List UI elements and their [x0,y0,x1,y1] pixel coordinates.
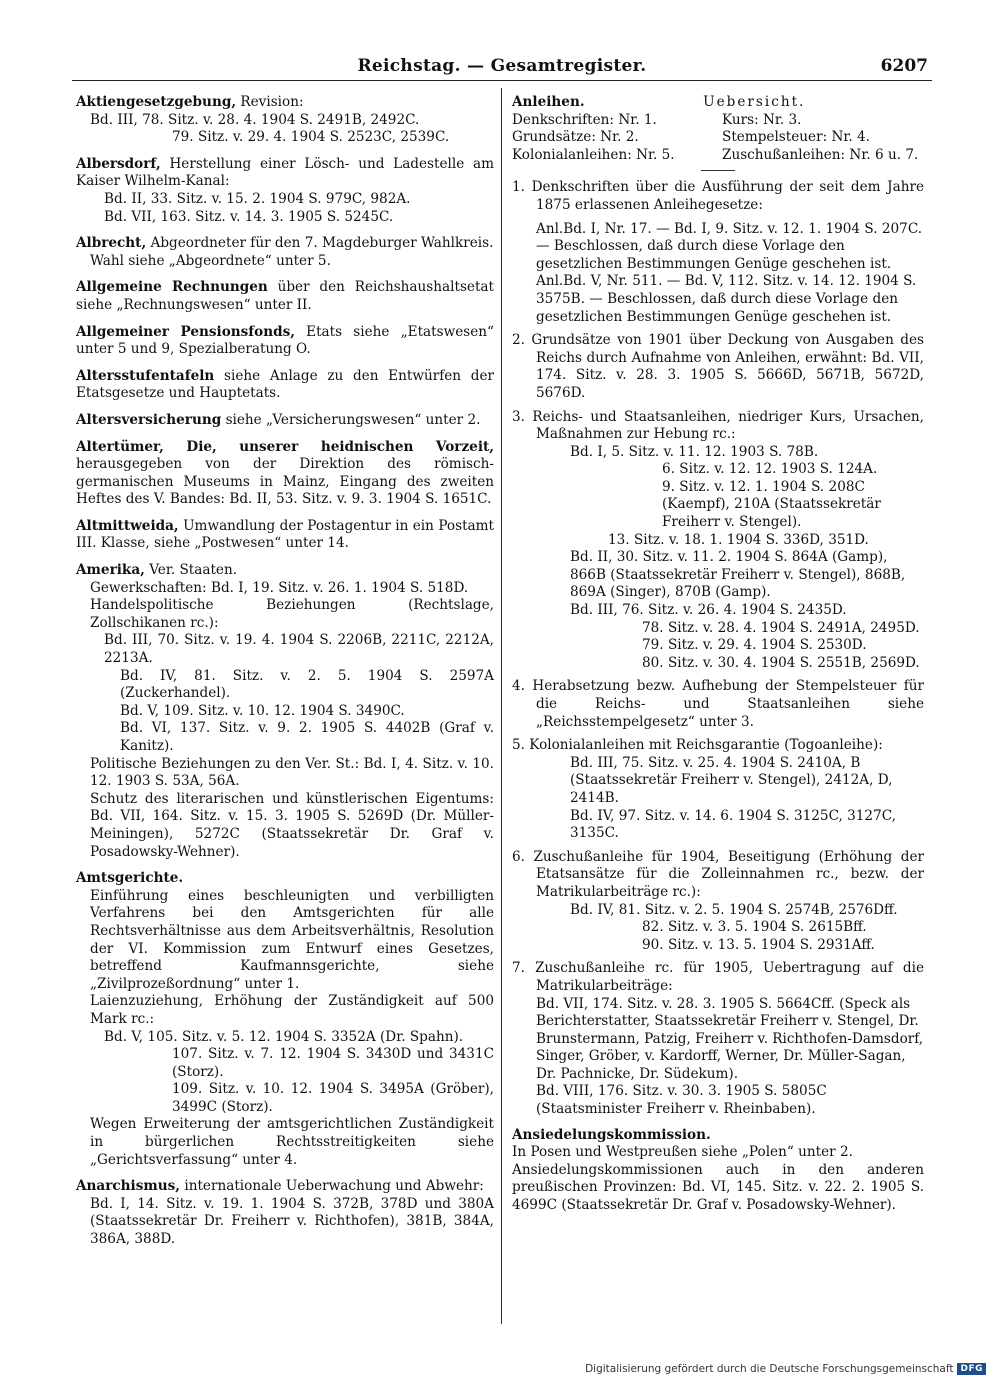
entry-text: herausgegeben von der Direktion des römisch-germanischen Museums in Mainz, Eingang des zweiten Heftes des V. Bandes: Bd. II, 53. Sitz. v. 9. 3. 1904 S. 1651C. [76,456,494,508]
entry-reference: Handelspolitische Beziehungen (Rechtslage, Zollschikanen rc.): [90,597,494,631]
running-title: Reichstag. — Gesamtregister. [357,56,647,76]
overview-item: Stempelsteuer: Nr. 4. [722,129,870,146]
entry-text: Abgeordneter für den 7. Magdeburger Wahlkreis. [150,235,494,252]
dfg-logo: DFG [957,1363,986,1375]
numbered-item: 7. Zuschußanleihe rc. für 1905, Uebertragung auf die Matrikularbeiträge: [512,960,924,994]
entry-reference: Bd. III, 76. Sitz. v. 26. 4. 1904 S. 2435D. [570,602,847,619]
entry-reference: Bd. VII, 163. Sitz. v. 14. 3. 1905 S. 5245C. [104,208,394,225]
entry-reference: 13. Sitz. v. 18. 1. 1904 S. 336D, 351D. [608,531,869,548]
entry-reference: Wahl siehe „Abgeordnete“ unter 5. [90,252,331,269]
entry-heading-row [512,94,924,112]
page-header [72,56,932,81]
entry-reference: 78. Sitz. v. 28. 4. 1904 S. 2491A, 2495D. [642,619,920,636]
index-entry [76,324,494,359]
entry-reference: Bd. II, 30. Sitz. v. 11. 2. 1904 S. 864A (Gamp), 866B (Staatssekretär Freiherr v. Stengel), 868B, 869A (Singer), 870B (Gamp). [570,549,906,601]
right-column [512,94,924,1224]
entry-heading: Allgemeiner Pensionsfonds, [76,323,295,340]
entry-reference: Bd. I, 14. Sitz. v. 19. 1. 1904 S. 372B, 378D und 380A (Staatssekretär Dr. Freiherr v. Richthofen), 381B, 384A, 386A, 388D. [90,1195,494,1248]
entry-reference: 82. Sitz. v. 3. 5. 1904 S. 2615Bff. [642,919,867,936]
entry-heading: Albrecht, [76,235,147,252]
index-entry [76,279,494,314]
entry-text: Herstellung einer Lösch- und Ladestelle am Kaiser Wilhelm-Kanal: [76,155,494,190]
left-column [76,94,494,1258]
overview-label: Uebersicht. [703,94,806,110]
entry-reference: Bd. IV, 81. Sitz. v. 2. 5. 1904 S. 2597A (Zuckerhandel). [120,667,494,702]
entry-reference: Bd. III, 70. Sitz. v. 19. 4. 1904 S. 2206B, 2211C, 2212A, 2213A. [104,632,494,667]
index-entry [76,156,494,226]
entry-reference: 79. Sitz. v. 29. 4. 1904 S. 2523C, 2539C. [172,129,450,146]
overview-item: Kolonialanleihen: Nr. 5. [512,146,675,163]
entry-reference: Bd. III, 75. Sitz. v. 25. 4. 1904 S. 2410A, B (Staatssekretär Freiherr v. Stengel), 2412A, D, 2414B. [570,754,893,806]
index-entry [76,518,494,553]
entry-reference: Bd. V, 105. Sitz. v. 5. 12. 1904 S. 3352A (Dr. Spahn). [104,1028,464,1045]
index-entry [76,412,494,430]
entry-text: Revision: [240,94,304,110]
entry-reference: Bd. I, 5. Sitz. v. 11. 12. 1903 S. 78B. [570,443,819,460]
entry-reference: Bd. VIII, 176. Sitz. v. 30. 3. 1905 S. 5805C (Staatsminister Freiherr v. Rheinbaben). [536,1083,827,1118]
entry-heading: Albersdorf, [76,155,161,172]
entry-reference: Bd. V, 109. Sitz. v. 10. 12. 1904 S. 3490C. [120,702,405,719]
entry-reference: 80. Sitz. v. 30. 4. 1904 S. 2551B, 2569D. [642,654,920,671]
index-entry [76,562,494,861]
entry-heading: Anarchismus, [76,1178,181,1195]
entry-heading: Altersstufentafeln [76,367,215,384]
separator-rule [701,170,735,171]
entry-reference: Gewerkschaften: Bd. I, 19. Sitz. v. 26. 1. 1904 S. 518D. [90,579,469,596]
entry-text: Umwandlung der Postagentur in ein Postamt III. Klasse, siehe „Postwesen“ unter 14. [76,517,494,552]
entry-reference: Ansiedelungskommissionen auch in den anderen preußischen Provinzen: Bd. VI, 145. Sitz. v. 22. 2. 1905 S. 4699C (Staatssekretär Dr. Graf v. Posadowsky-Wehner). [512,1161,924,1214]
entry-reference: Bd. II, 33. Sitz. v. 15. 2. 1904 S. 979C, 982A. [104,190,411,207]
entry-reference: 9. Sitz. v. 12. 1. 1904 S. 208C (Kaempf), 210A (Staatssekretär Freiherr v. Stengel). [662,478,881,531]
entry-reference: Einführung eines beschleunigten und verbilligten Verfahrens bei den Amtsgerichten für alle Rechtsverhältnisse aus dem Arbeitsverhältnis, Resolution der VI. Kommission zum Entwurf eines Gesetzes, betreffend Kaufmannsgerichte, siehe „Zivilprozeßordnung“ unter 1. [90,887,494,992]
numbered-item: 4. Herabsetzung bezw. Aufhebung der Stempelsteuer für die Reichs- und Staatsanleihen siehe „Reichsstempelgesetz“ unter 3. [512,678,924,730]
overview-item: Zuschußanleihen: Nr. 6 u. 7. [722,146,919,163]
index-entry [76,870,494,1169]
entry-heading: Allgemeine Rechnungen [76,279,268,296]
entry-heading: Ansiedelungskommission. [512,1126,711,1143]
overview-list [512,112,924,165]
entry-reference: Bd. VII, 174. Sitz. v. 28. 3. 1905 S. 5664Cff. (Speck als Berichterstatter, Staatssekretär Freiherr v. Stengel, Dr. Brunstermann, Patzig, Freiherr v. Richthofen-Damsdorf, Singer, Gröber, v. Kardorff, Werner, Dr. Müller-Sagan, Dr. Pachnicke, Dr. Südekum). [536,995,924,1082]
numbered-item: 5. Kolonialanleihen mit Reichsgarantie (Togoanleihe): [512,737,883,754]
index-entry [76,368,494,403]
overview-item: Denkschriften: Nr. 1. [512,111,657,128]
entry-heading: Amtsgerichte. [76,870,184,887]
entry-reference: Bd. IV, 81. Sitz. v. 2. 5. 1904 S. 2574B, 2576Dff. [570,901,898,918]
entry-text: internationale Ueberwachung und Abwehr: [184,1178,484,1195]
entry-reference: 79. Sitz. v. 29. 4. 1904 S. 2530D. [642,637,867,654]
digitization-footer [585,1363,986,1375]
entry-heading: Altmittweida, [76,517,179,534]
entry-reference: Anl.Bd. I, Nr. 17. — Bd. I, 9. Sitz. v. 12. 1. 1904 S. 207C. — Beschlossen, daß durch diese Vorlage den gesetzlichen Bestimmungen Genüge geschehen ist. [536,220,923,272]
footer-credit: Digitalisierung gefördert durch die Deutsche Forschungsgemeinschaft [585,1363,954,1375]
entry-text: Ver. Staaten. [149,562,238,579]
column-divider [501,88,502,1324]
entry-reference: 109. Sitz. v. 10. 12. 1904 S. 3495A (Gröber), 3499C (Storz). [172,1081,494,1115]
page-number: 6207 [880,56,928,76]
entry-reference: Anl.Bd. V, Nr. 511. — Bd. V, 112. Sitz. v. 14. 12. 1904 S. 3575B. — Beschlossen, daß durch diese Vorlage den gesetzlichen Bestimmungen Genüge geschehen ist. [536,273,917,325]
entry-reference: Politische Beziehungen zu den Ver. St.: Bd. I, 4. Sitz. v. 10. 12. 1903 S. 53A, 56A. [90,755,494,790]
entry-heading: Amerika, [76,562,145,579]
entry-reference: In Posen und Westpreußen siehe „Polen“ unter 2. [512,1144,853,1161]
entry-heading: Altertümer, Die, unserer heidnischen Vorzeit, [76,438,494,455]
numbered-item: 6. Zuschußanleihe für 1904, Beseitigung (Erhöhung der Etatsansätze für die Zolleinnahmen rc., bezw. der Matrikularbeiträge rc.): [512,848,924,900]
entry-heading: Anleihen. [512,94,585,110]
entry-reference: Bd. III, 78. Sitz. v. 28. 4. 1904 S. 2491B, 2492C. [90,111,420,128]
entry-reference: Bd. IV, 97. Sitz. v. 14. 6. 1904 S. 3125C, 3127C, 3135C. [570,807,896,842]
numbered-item: 3. Reichs- und Staatsanleihen, niedriger Kurs, Ursachen, Maßnahmen zur Hebung rc.: [512,408,924,443]
entry-reference: 90. Sitz. v. 13. 5. 1904 S. 2931Aff. [642,936,875,953]
entry-reference: Laienzuziehung, Erhöhung der Zuständigkeit auf 500 Mark rc.: [90,993,494,1027]
entry-heading: Altersversicherung [76,411,222,428]
index-entry [76,439,494,509]
overview-item: Kurs: Nr. 3. [722,111,802,128]
entry-reference: 6. Sitz. v. 12. 12. 1903 S. 124A. [662,461,878,478]
overview-item: Grundsätze: Nr. 2. [512,129,639,146]
index-entry [76,94,494,147]
entry-text: Etats siehe „Etatswesen“ unter 5 und 9, Spezialberatung O. [76,323,494,358]
entry-reference: 107. Sitz. v. 7. 12. 1904 S. 3430D und 3431C (Storz). [172,1046,494,1080]
entry-text: über den Reichshaushaltsetat siehe „Rechnungswesen“ unter II. [76,279,494,313]
entry-reference: Bd. VI, 137. Sitz. v. 9. 2. 1905 S. 4402B (Graf v. Kanitz). [120,720,494,754]
numbered-item: 2. Grundsätze von 1901 über Deckung von Ausgaben des Reichs durch Aufnahme von Anleihen, erwähnt: Bd. VII, 174. Sitz. v. 28. 3. 1905 S. 5666D, 5671B, 5672D, 5676D. [512,332,924,401]
index-entry [512,1127,924,1215]
numbered-item: 1. Denkschriften über die Ausführung der seit dem Jahre 1875 erlassenen Anleihegesetze: [512,179,924,213]
index-entry [76,1178,494,1248]
entry-text: siehe „Versicherungswesen“ unter 2. [225,411,481,428]
entry-text: siehe Anlage zu den Entwürfen der Etatsgesetze und Hauptetats. [76,367,494,402]
entry-reference: Wegen Erweiterung der amtsgerichtlichen Zuständigkeit in bürgerlichen Rechtsstreitigkeiten siehe „Gerichtsverfassung“ unter 4. [90,1116,494,1168]
entry-heading: Aktiengesetzgebung, [76,94,237,110]
index-entry [76,235,494,270]
entry-reference: Schutz des literarischen und künstlerischen Eigentums: Bd. VII, 164. Sitz. v. 15. 3. 1905 S. 5269D (Dr. Müller-Meiningen), 5272C (Staatssekretär Dr. Graf v. Posadowsky-Wehner). [90,790,494,860]
